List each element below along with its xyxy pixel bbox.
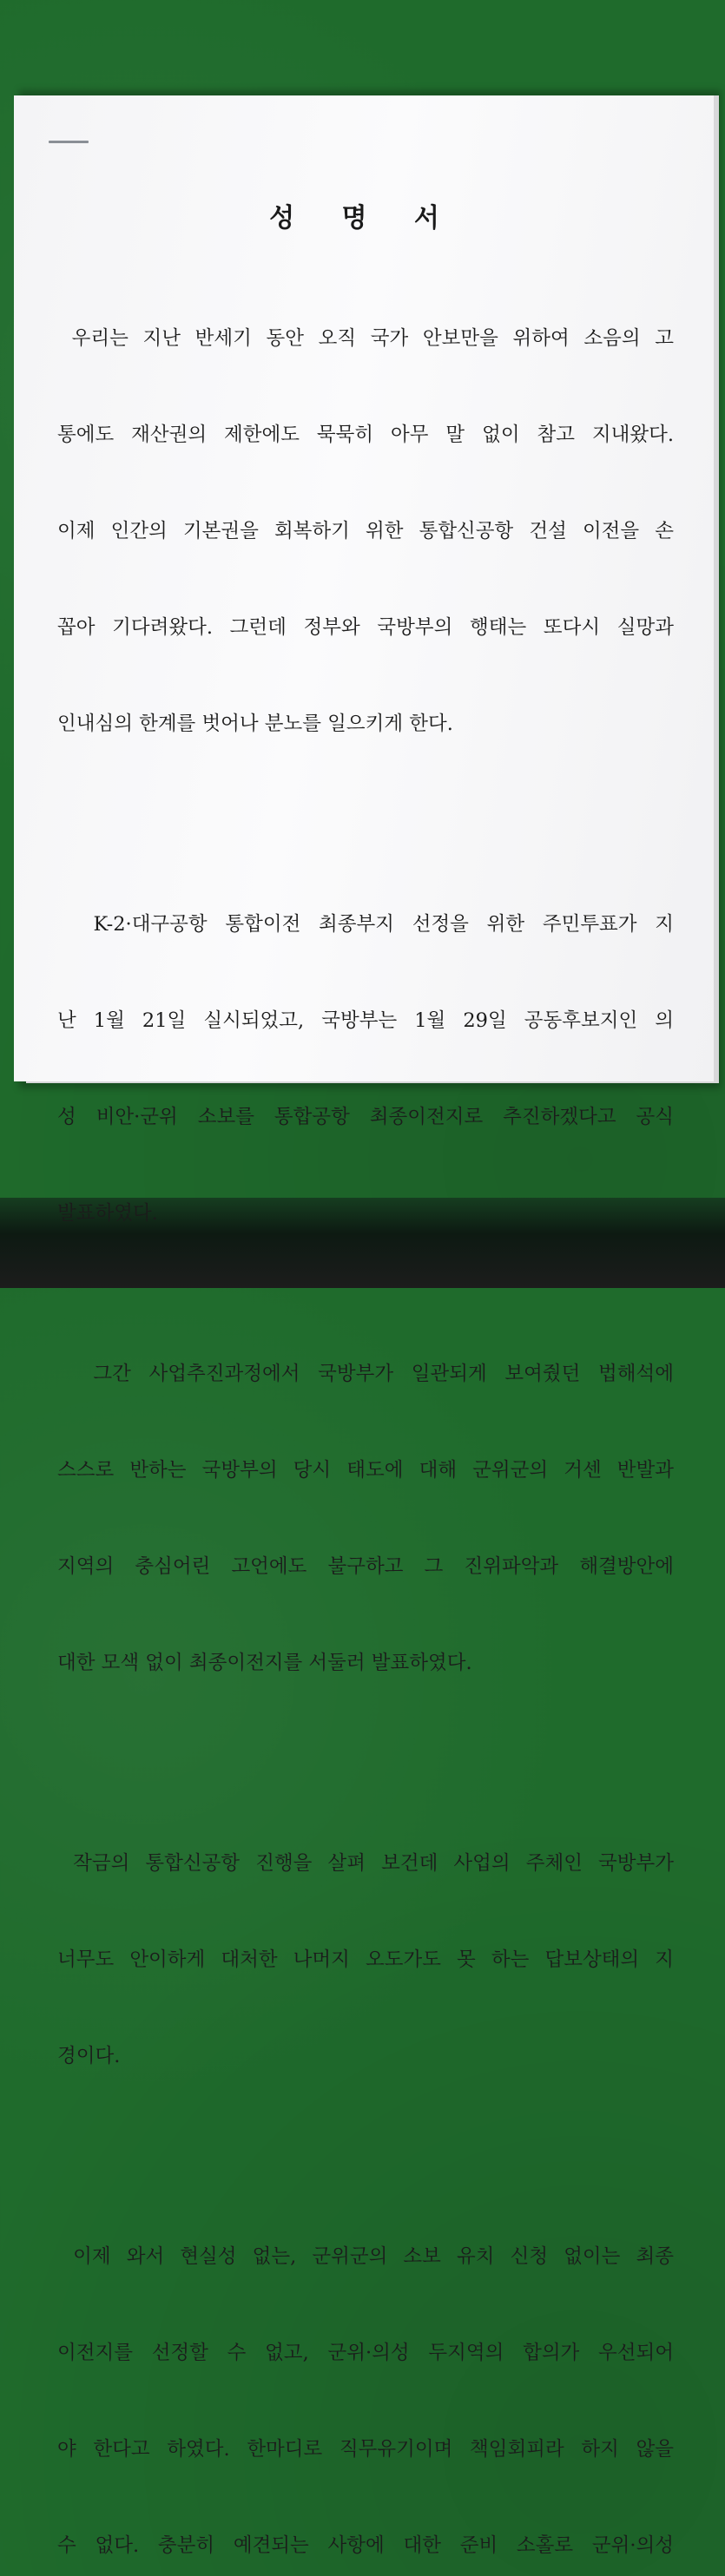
text-line: 꼽아 기다려왔다. 그런데 정부와 국방부의 행태는 또다시 실망과 <box>57 616 674 639</box>
paragraph-3 <box>57 1294 674 1744</box>
text-line: 이제 와서 현실성 없는, 군위군의 소보 유치 신청 없이는 최종 <box>57 2245 674 2268</box>
text-line: 이제 인간의 기본권을 회복하기 위한 통합신공항 건설 이전을 손 <box>57 520 674 542</box>
paragraph-1 <box>57 259 674 805</box>
paragraph-4 <box>57 1784 674 2137</box>
text-line: 발표하였다. <box>57 1202 158 1225</box>
text-line: 작금의 통합신공항 진행을 살펴 보건데 사업의 주체인 국방부가 <box>57 1852 674 1875</box>
statement-document-page <box>14 95 714 2557</box>
text-line: 이전지를 선정할 수 없고, 군위·의성 두지역의 합의가 우선되어 <box>57 2342 674 2364</box>
text-line: 경이다. <box>57 2045 121 2067</box>
text-line: 스스로 반하는 국방부의 당시 태도에 대해 군위군의 거센 반발과 <box>57 1459 674 1482</box>
text-line: 그간 사업추진과정에서 국방부가 일관되게 보여줬던 법해석에 <box>57 1363 674 1385</box>
text-line: 통에도 재산권의 제한에도 묵묵히 아무 말 없이 참고 지내왔다. <box>57 424 674 446</box>
document-body <box>57 259 674 2576</box>
staple-mark <box>49 141 89 143</box>
text-line: 성 비안·군위 소보를 통합공항 최종이전지로 추진하겠다고 공식 <box>57 1106 674 1128</box>
text-line: 대한 모색 없이 최종이전지를 서둘러 발표하였다. <box>57 1652 472 1674</box>
text-line: 우리는 지난 반세기 동안 오직 국가 안보만을 위하여 소음의 고 <box>57 327 674 350</box>
text-line: 수 없다. 충분히 예견되는 사항에 대한 준비 소홀로 군위·의성 <box>57 2534 674 2557</box>
text-line: 인내심의 한계를 벗어나 분노를 일으키게 한다. <box>57 713 453 735</box>
text-line: 난 1월 21일 실시되었고, 국방부는 1월 29일 공동후보지인 의 <box>57 1009 674 1032</box>
document-title: 성 명 서 <box>269 203 458 233</box>
paragraph-5 <box>57 2177 674 2576</box>
text-line: 지역의 충심어린 고언에도 불구하고 그 진위파악과 해결방안에 <box>57 1555 674 1578</box>
text-line: K-2·대구공항 통합이전 최종부지 선정을 위한 주민투표가 지 <box>57 913 674 936</box>
paragraph-2 <box>57 844 674 1294</box>
text-line: 너무도 안이하게 대처한 나머지 오도가도 못 하는 답보상태의 지 <box>57 1948 674 1971</box>
text-line: 야 한다고 하였다. 한마디로 직무유기이며 책임회피라 하지 않을 <box>57 2438 674 2461</box>
